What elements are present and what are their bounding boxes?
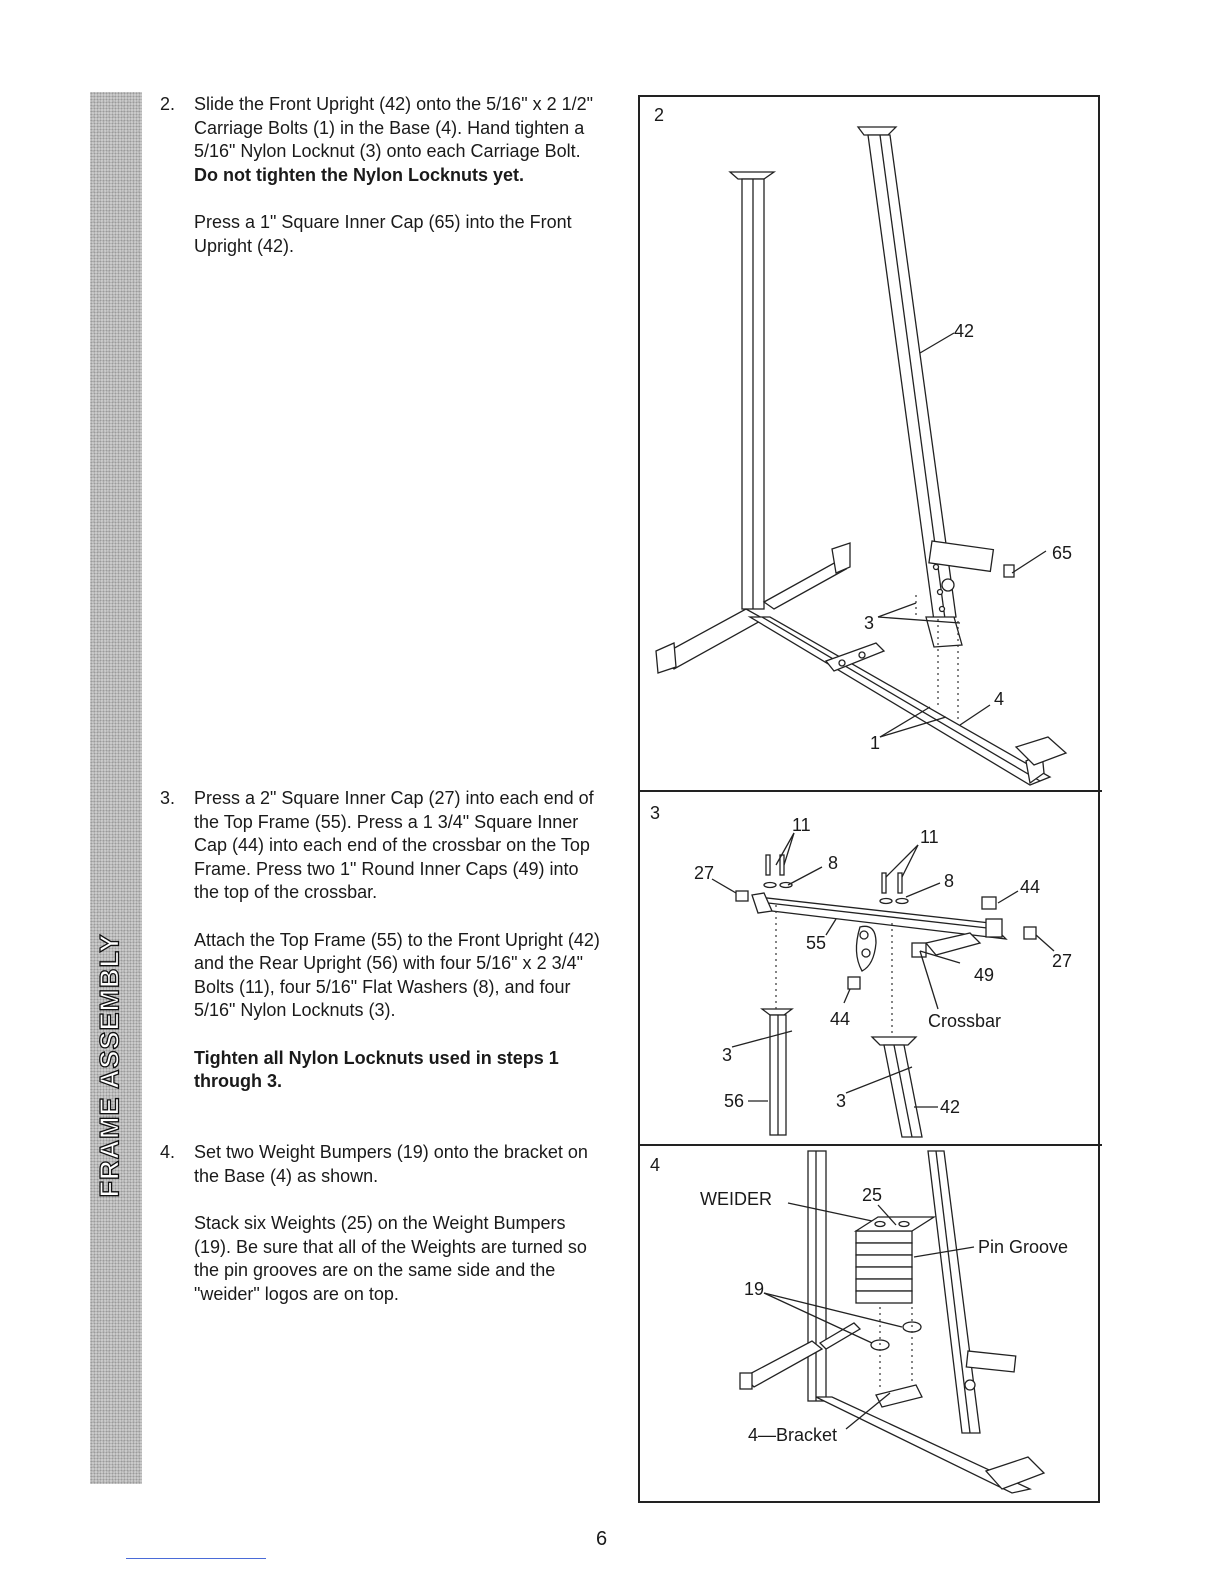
- step-paragraph: Set two Weight Bumpers (19) onto the bracket on the Base (4) as shown.: [194, 1142, 588, 1186]
- callout-1: 1: [870, 733, 881, 753]
- cap-44-drawing: [848, 977, 860, 989]
- front-upright-drawing: [858, 127, 1014, 647]
- front-upright-top-drawing: [872, 1037, 922, 1137]
- step-2: [160, 93, 605, 282]
- figure-4: [650, 1151, 1068, 1493]
- leader-line: [880, 707, 930, 737]
- weight-stack-drawing: [856, 1217, 934, 1303]
- leader-line: [1012, 551, 1046, 573]
- step-paragraph: Stack six Weights (25) on the Weight Bumpers (19). Be sure that all of the Weights are turned so the pin grooves are on the same side and the "weider" logos are on top.: [194, 1213, 587, 1304]
- cap-27-drawing: [736, 891, 748, 901]
- figure-number: 3: [650, 803, 661, 823]
- page-number: 6: [596, 1528, 608, 1550]
- callout-3: 3: [836, 1091, 847, 1111]
- callout-56: 56: [724, 1091, 745, 1111]
- leader-line: [998, 891, 1018, 903]
- leader-line: [1036, 935, 1054, 951]
- callout-27: 27: [1052, 951, 1073, 971]
- callout-44: 44: [1020, 877, 1041, 897]
- sidebar-title: FRAME ASSEMBLY: [94, 932, 125, 1198]
- rear-base-drawing: [656, 543, 1050, 785]
- callout-42: 42: [954, 321, 975, 341]
- callout-8: 8: [828, 853, 839, 873]
- leader-line: [920, 333, 954, 353]
- rear-upright-drawing: [730, 172, 774, 609]
- footer-rule: [126, 1558, 266, 1559]
- step-paragraph: Press a 1" Square Inner Cap (65) into the Front Upright (42).: [194, 212, 572, 256]
- callout-44: 44: [830, 1009, 851, 1029]
- rear-upright-drawing: [808, 1151, 826, 1401]
- leader-line: [844, 989, 850, 1003]
- callout-42: 42: [940, 1097, 961, 1117]
- step-4: [160, 1141, 605, 1330]
- callout-4: 4: [994, 689, 1005, 709]
- callout-bracket: 4—Bracket: [748, 1425, 838, 1445]
- step-number: 3.: [160, 788, 176, 808]
- callout-55: 55: [806, 933, 827, 953]
- leader-line: [878, 603, 916, 617]
- leader-line: [906, 883, 940, 897]
- callout-65: 65: [1052, 543, 1073, 563]
- callout-crossbar: Crossbar: [928, 1011, 1002, 1031]
- top-frame-drawing: [752, 893, 1006, 971]
- callout-pin-groove: Pin Groove: [978, 1237, 1069, 1257]
- assembly-diagrams: [640, 97, 1102, 1505]
- step-paragraph: Slide the Front Upright (42) onto the 5/16" x 2 1/2" Carriage Bolts (1) in the Base (4). Hand tighten a 5/16" Nylon Locknut (3) onto each Carriage Bolt. Do not tighten the Nylon Locknuts yet.: [194, 94, 594, 185]
- figure-number: 4: [650, 1155, 661, 1175]
- step-warning: Tighten all Nylon Locknuts used in steps 1 through 3.: [194, 1047, 559, 1091]
- callout-19: 19: [744, 1279, 765, 1299]
- leader-line: [902, 845, 918, 877]
- sidebar-band: [90, 92, 142, 1484]
- callout-27: 27: [694, 863, 715, 883]
- callout-3: 3: [864, 613, 875, 633]
- leader-line: [788, 867, 822, 885]
- foot-plate-drawing: [1016, 737, 1066, 765]
- step-paragraph: Press a 2" Square Inner Cap (27) into each end of the Top Frame (55). Press a 1 3/4" Square Inner Cap (44) into each end of the crossbar on the Top Frame. Press two 1" Round Inner Caps (49) into the top of the crossbar.: [194, 788, 594, 902]
- leader-line: [788, 1203, 872, 1221]
- callout-8: 8: [944, 871, 955, 891]
- callout-25: 25: [862, 1185, 883, 1205]
- base-drawing: [740, 1323, 1044, 1493]
- callout-11: 11: [920, 827, 939, 847]
- callout-49: 49: [974, 965, 995, 985]
- step-number: 2.: [160, 94, 176, 114]
- rear-upright-top-drawing: [762, 1009, 792, 1135]
- leader-line: [712, 879, 736, 893]
- step-3: [160, 787, 605, 1118]
- callout-11: 11: [792, 815, 811, 835]
- figure-panel: [638, 95, 1100, 1503]
- step-number: 4.: [160, 1142, 176, 1162]
- cap-27-drawing: [1024, 927, 1036, 939]
- leader-line: [886, 845, 918, 877]
- front-upright-drawing: [928, 1151, 1016, 1433]
- callout-3: 3: [722, 1045, 733, 1065]
- figure-number: 2: [654, 105, 665, 125]
- leader-line: [960, 705, 990, 725]
- cap-44-drawing: [982, 897, 996, 909]
- figure-2: [654, 105, 1072, 785]
- callout-weider: WEIDER: [700, 1189, 772, 1209]
- leader-line: [920, 951, 938, 1009]
- step-paragraph: Attach the Top Frame (55) to the Front Upright (42) and the Rear Upright (56) with four 5/16" x 2 3/4" Bolts (11), four 5/16" Flat Washers (8), and four 5/16" Nylon Locknuts (3).: [194, 929, 600, 1020]
- figure-3: [650, 803, 1072, 1137]
- leader-line: [826, 919, 836, 935]
